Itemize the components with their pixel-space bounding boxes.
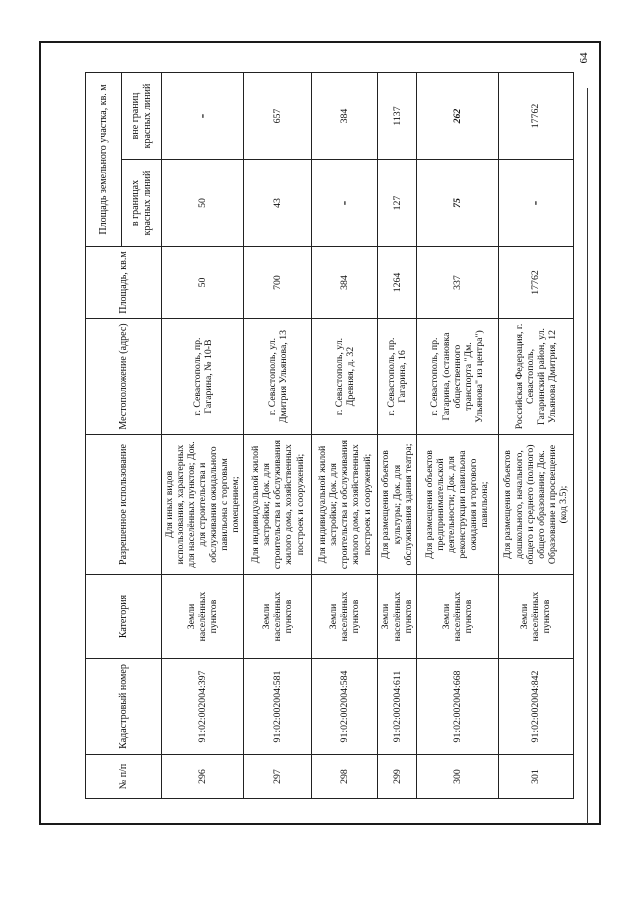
cell-permitted-use: Для индивидуальной жилой застройки; Док. для строительства и обслуживания жилого дома, хозяйственных построек и сооружений; — [312, 435, 378, 575]
cell-category: Земли населённых пунктов — [312, 575, 378, 659]
header-plot-area: Площадь земельного участка, кв. м — [86, 73, 122, 247]
cell-cadastral: 91:02:002004:584 — [312, 659, 378, 755]
cell-within: - — [312, 160, 378, 247]
table-row — [312, 73, 378, 799]
cell-category: Земли населённых пунктов — [162, 575, 244, 659]
cell-within: 75 — [416, 160, 498, 247]
cell-num: 298 — [312, 755, 378, 799]
cell-num: 299 — [378, 755, 416, 799]
cell-cadastral: 91:02:002004:611 — [378, 659, 416, 755]
cell-location: г. Севастополь, пр. Гагарина, 16 — [378, 319, 416, 435]
cell-area: 337 — [416, 247, 498, 319]
table-row — [498, 73, 573, 799]
cell-within: 50 — [162, 160, 244, 247]
cell-category: Земли населённых пунктов — [378, 575, 416, 659]
cell-location: Российская Федерация, г. Севастополь, Гагаринский район, ул. Ульянова Дмитрия, 12 — [498, 319, 573, 435]
cell-within: - — [498, 160, 573, 247]
cell-permitted-use: Для размещения объектов культуры; Док. для обслуживания здания театра; — [378, 435, 416, 575]
header-location: Местоположение (адрес) — [86, 319, 162, 435]
cell-outside: 262 — [416, 73, 498, 160]
table-row — [244, 73, 312, 799]
cell-outside: - — [162, 73, 244, 160]
page-number: 64 — [578, 52, 590, 64]
cell-category: Земли населённых пунктов — [244, 575, 312, 659]
cell-location: г. Севастополь, пр. Гагарина, (остановка общественного транспорта "Дм. Ульянова" из центра") — [416, 319, 498, 435]
header-area: Площадь, кв.м — [86, 247, 162, 319]
cell-category: Земли населённых пунктов — [416, 575, 498, 659]
cell-permitted-use: Для размещения объектов дошкольного, начального, общего и среднего (полного) общего образования; Док. Образование и просвещение (код 3.5); — [498, 435, 573, 575]
cell-area: 1264 — [378, 247, 416, 319]
header-cadastral: Кадастровый номер — [86, 659, 162, 755]
cell-within: 127 — [378, 160, 416, 247]
footer-rule — [587, 88, 588, 824]
cell-cadastral: 91:02:002004:842 — [498, 659, 573, 755]
table-row — [162, 73, 244, 799]
cell-cadastral: 91:02:002004:668 — [416, 659, 498, 755]
cell-area: 384 — [312, 247, 378, 319]
cell-outside: 384 — [312, 73, 378, 160]
cell-outside: 17762 — [498, 73, 573, 160]
cell-permitted-use: Для индивидуальной жилой застройки; Док. для строительства и обслуживания жилого дома, хозяйственных построек и сооружений; — [244, 435, 312, 575]
cell-outside: 657 — [244, 73, 312, 160]
cell-num: 296 — [162, 755, 244, 799]
cell-location: г. Севастополь, пр. Гагарина, № 10-В — [162, 319, 244, 435]
cell-num: 301 — [498, 755, 573, 799]
header-category: Категория — [86, 575, 162, 659]
cell-cadastral: 91:02:002004:581 — [244, 659, 312, 755]
cell-category: Земли населённых пунктов — [498, 575, 573, 659]
header-num: № п/п — [86, 755, 162, 799]
header-outside: вне границ красных линий — [122, 73, 162, 160]
cell-area: 17762 — [498, 247, 573, 319]
cell-num: 297 — [244, 755, 312, 799]
land-plots-table — [85, 72, 574, 799]
table-container — [85, 73, 569, 799]
table-row — [378, 73, 416, 799]
cell-outside: 1137 — [378, 73, 416, 160]
cell-within: 43 — [244, 160, 312, 247]
cell-num: 300 — [416, 755, 498, 799]
table-row — [416, 73, 498, 799]
header-within: в границах красных линий — [122, 160, 162, 247]
cell-location: г. Севастополь, ул. Древняя, д. 32 — [312, 319, 378, 435]
header-permitted-use: Разрешенное использование — [86, 435, 162, 575]
cell-permitted-use: Для размещения объектов предпринимательской деятельности; Док. для реконструкции павильона ожидания и торгового павильона; — [416, 435, 498, 575]
cell-location: г. Севастополь, ул. Дмитрия Ульянова, 13 — [244, 319, 312, 435]
cell-area: 700 — [244, 247, 312, 319]
cell-cadastral: 91:02:002004:397 — [162, 659, 244, 755]
cell-permitted-use: Для иных видов использования, характерных для населённых пунктов; Док. для строительства и обслуживания ожидального павильона с торговым помещением; — [162, 435, 244, 575]
cell-area: 50 — [162, 247, 244, 319]
